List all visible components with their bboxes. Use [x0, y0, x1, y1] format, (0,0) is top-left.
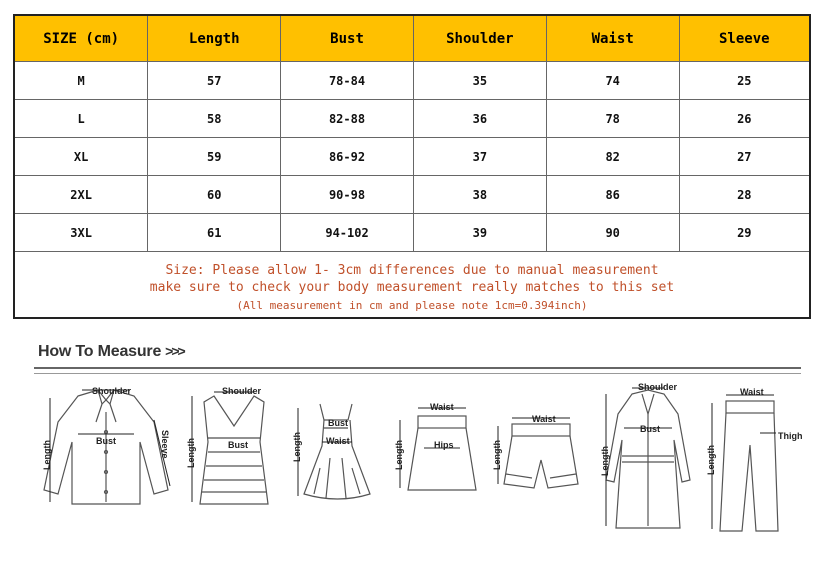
cell-bust: 82-88 [281, 100, 414, 138]
cell-length: 58 [148, 100, 281, 138]
cell-size: L [15, 100, 148, 138]
table-row [15, 138, 809, 176]
dress-icon [290, 398, 385, 508]
cell-shoulder: 36 [413, 100, 546, 138]
note-line-1: Size: Please allow 1- 3cm differences due to manual measurement [165, 263, 659, 278]
header-bust: Bust [281, 16, 414, 62]
header-length: Length [148, 16, 281, 62]
cell-size: XL [15, 138, 148, 176]
cell-length: 61 [148, 214, 281, 252]
cell-waist: 74 [546, 62, 679, 100]
cell-shoulder: 38 [413, 176, 546, 214]
label-shoulder: Shoulder [638, 382, 678, 392]
how-to-measure-label: How To Measure [38, 343, 162, 360]
tank-figure [184, 382, 284, 512]
cell-shoulder: 37 [413, 138, 546, 176]
label-bust: Bust [228, 440, 248, 450]
table-row [15, 62, 809, 100]
cell-waist: 82 [546, 138, 679, 176]
table-row [15, 100, 809, 138]
divider [34, 367, 801, 369]
header-size: SIZE (cm) [15, 16, 148, 62]
blouse-icon [36, 382, 176, 512]
label-bust: Bust [96, 436, 116, 446]
label-length: Length [186, 438, 196, 468]
cell-shoulder: 39 [413, 214, 546, 252]
header-shoulder: Shoulder [413, 16, 546, 62]
shorts-figure [488, 410, 588, 500]
cell-sleeve: 25 [679, 62, 809, 100]
cell-size: 2XL [15, 176, 148, 214]
arrows-icon: >>> [165, 343, 184, 359]
cell-waist: 78 [546, 100, 679, 138]
label-length: Length [492, 440, 502, 470]
coat-icon [598, 380, 698, 535]
label-shoulder: Shoulder [92, 386, 132, 396]
label-length: Length [394, 440, 404, 470]
label-sleeve: Sleeve [160, 430, 170, 459]
table-row [15, 214, 809, 252]
label-length: Length [292, 432, 302, 462]
cell-waist: 90 [546, 214, 679, 252]
pants-icon [704, 385, 804, 535]
label-waist: Waist [532, 414, 556, 424]
label-waist: Waist [326, 436, 350, 446]
blouse-figure [36, 382, 176, 512]
cell-waist: 86 [546, 176, 679, 214]
label-thigh: Thigh [778, 431, 803, 441]
cell-sleeve: 26 [679, 100, 809, 138]
cell-bust: 90-98 [281, 176, 414, 214]
label-length: Length [42, 440, 52, 470]
label-length: Length [706, 445, 716, 475]
size-chart [13, 14, 811, 319]
coat-figure [598, 380, 698, 535]
cell-sleeve: 28 [679, 176, 809, 214]
label-waist: Waist [430, 402, 454, 412]
cell-length: 57 [148, 62, 281, 100]
cell-shoulder: 35 [413, 62, 546, 100]
label-length: Length [600, 446, 610, 476]
cell-length: 60 [148, 176, 281, 214]
pants-figure [704, 385, 804, 535]
size-chart-table [15, 16, 809, 252]
dress-figure [290, 398, 385, 508]
skirt-figure [388, 398, 483, 498]
header-waist: Waist [546, 16, 679, 62]
how-to-measure-title [38, 343, 184, 361]
cell-bust: 94-102 [281, 214, 414, 252]
measurement-note [15, 262, 809, 314]
label-bust: Bust [640, 424, 660, 434]
cell-bust: 78-84 [281, 62, 414, 100]
label-shoulder: Shoulder [222, 386, 262, 396]
label-hips: Hips [434, 440, 454, 450]
divider [34, 373, 801, 374]
note-line-2: make sure to check your body measurement really matches to this set [149, 280, 675, 295]
table-row [15, 176, 809, 214]
cell-size: 3XL [15, 214, 148, 252]
cell-size: M [15, 62, 148, 100]
label-bust: Bust [328, 418, 348, 428]
size-chart-header-row [15, 16, 809, 62]
note-line-3: (All measurement in cm and please note 1cm=0.394inch) [236, 299, 588, 312]
label-waist: Waist [740, 387, 764, 397]
cell-bust: 86-92 [281, 138, 414, 176]
cell-sleeve: 27 [679, 138, 809, 176]
cell-length: 59 [148, 138, 281, 176]
header-sleeve: Sleeve [679, 16, 809, 62]
cell-sleeve: 29 [679, 214, 809, 252]
